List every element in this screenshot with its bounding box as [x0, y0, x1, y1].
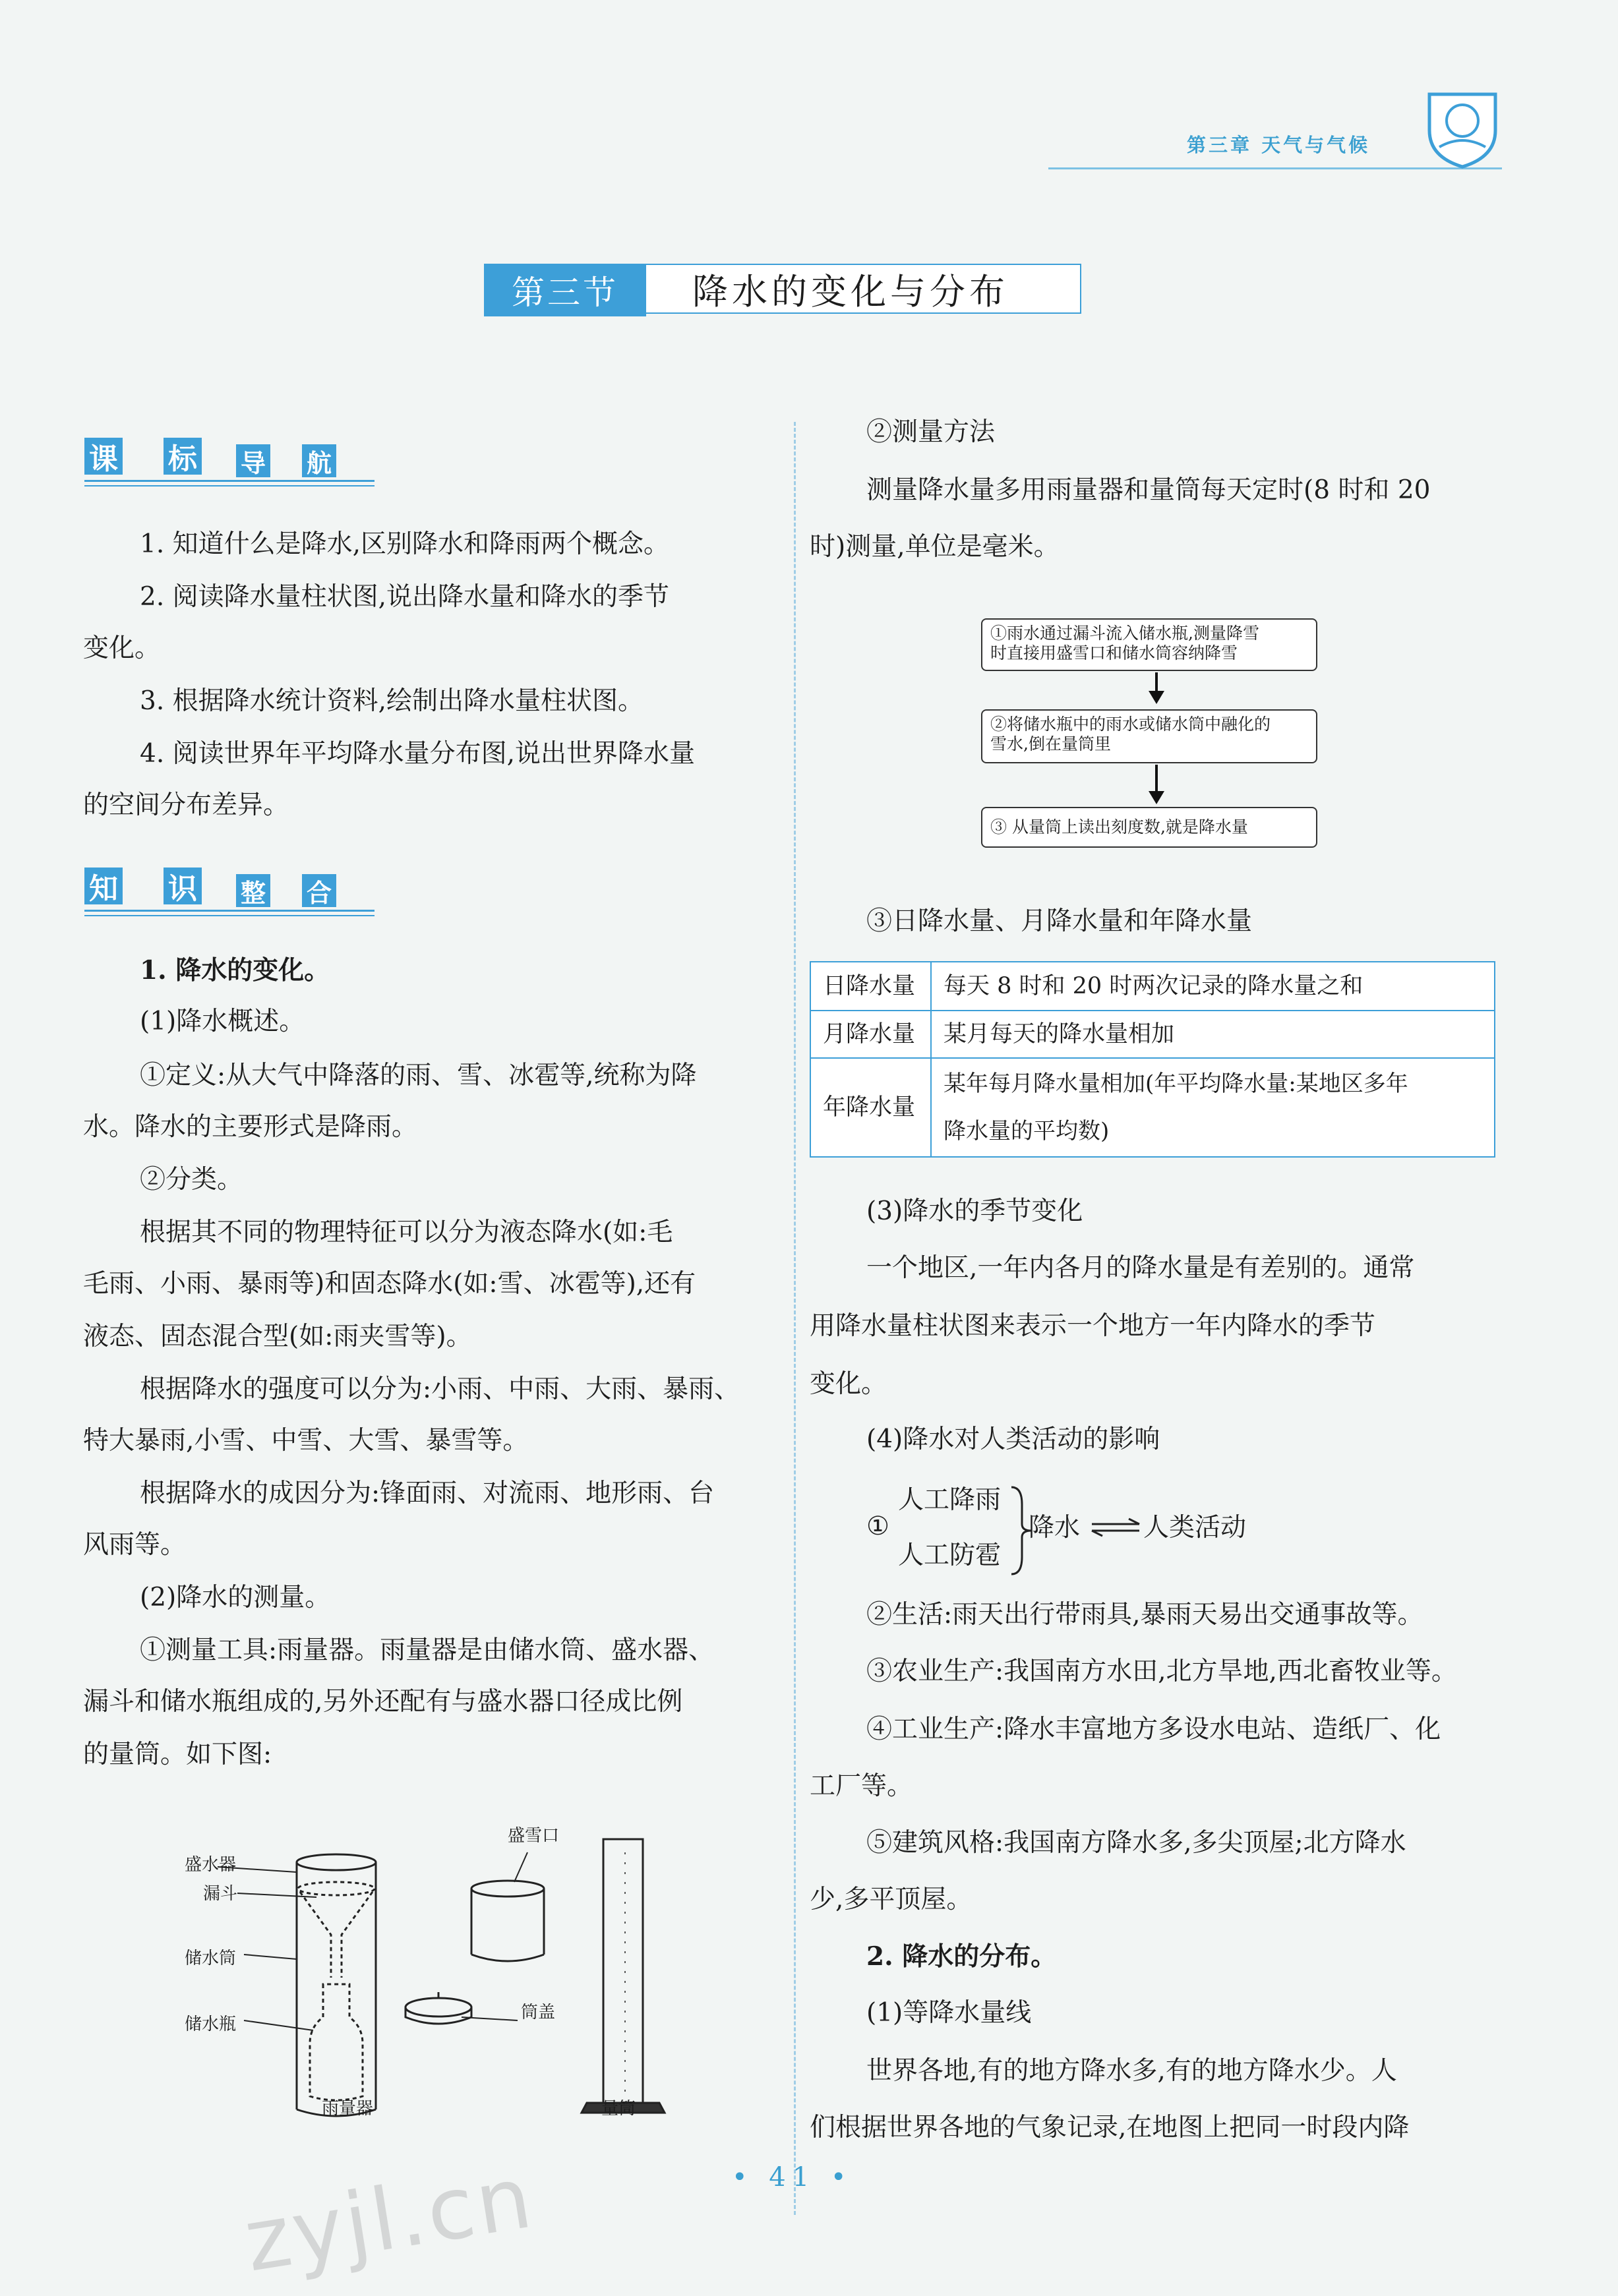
flow-step-2: [981, 709, 1317, 763]
table-row: [810, 1058, 1495, 1157]
text-cause-cont: 风雨等。: [83, 1530, 187, 1560]
table-row: [810, 1011, 1495, 1058]
text-intensity: 根据降水的强度可以分为:小雨、中雨、大雨、暴雨、: [140, 1374, 740, 1404]
flow-arrow-head: [1149, 791, 1164, 804]
banner-char: 课: [84, 438, 123, 475]
watermark: zyjl.cn: [237, 2146, 541, 2291]
text-cause: 根据降水的成因分为:锋面雨、对流雨、地形雨、台: [140, 1479, 715, 1508]
banner-char: 识: [164, 868, 202, 904]
text-classification: ②分类。: [140, 1165, 243, 1194]
flow-step-2-line1: ②将储水瓶中的雨水或储水筒中融化的: [990, 715, 1271, 734]
text-tool-cont: 漏斗和储水瓶组成的,另外还配有与盛水器口径成比例: [83, 1687, 683, 1717]
banner-char: 导: [236, 444, 270, 477]
table-cell-line1: 某年每月降水量相加(年平均降水量:某地区多年: [944, 1071, 1408, 1097]
banner-char: 知: [84, 868, 123, 904]
subheading-isohyet: (1)等降水量线: [866, 1998, 1032, 2028]
text-method: 测量降水量多用雨量器和量筒每天定时(8 时和 20: [866, 475, 1431, 505]
text-physical-cont: 毛雨、小雨、暴雨等)和固态降水(如:雪、冰雹等),还有: [83, 1269, 696, 1299]
text-physical-cont2: 液态、固态混合型(如:雨夹雪等)。: [83, 1322, 472, 1351]
label-measuring-cylinder: 量筒: [601, 2099, 636, 2119]
text-agriculture: ③农业生产:我国南方水田,北方旱地,西北畜牧业等。: [866, 1657, 1457, 1686]
table-cell-line2: 降水量的平均数): [944, 1118, 1110, 1144]
text-architecture-cont: 少,多平顶屋。: [810, 1885, 973, 1914]
text-seasonal-cont2: 变化。: [810, 1369, 887, 1399]
guide-item-3: 3. 根据降水统计资料,绘制出降水量柱状图。: [140, 686, 644, 716]
table-row: [810, 962, 1495, 1011]
table-cell: 某月每天的降水量相加: [931, 1011, 1495, 1058]
precip-table: [810, 961, 1495, 1158]
table-cell: [931, 1058, 1495, 1157]
subheading-method: ②测量方法: [866, 417, 996, 447]
measuring-cylinder-illustration: [582, 1839, 665, 2113]
influence-human-activity: 人类活动: [1143, 1513, 1247, 1543]
text-life: ②生活:雨天出行带雨具,暴雨天易出交通事故等。: [866, 1600, 1423, 1630]
banner-char: 航: [302, 444, 336, 477]
banner-curriculum-guide: [84, 438, 375, 484]
text-tool-cont2: 的量筒。如下图:: [83, 1740, 272, 1769]
text-method-cont: 时)测量,单位是毫米。: [810, 532, 1060, 562]
text-isohyet-cont: 们根据世界各地的气象记录,在地图上把同一时段内降: [810, 2113, 1410, 2142]
text-industry-cont: 工厂等。: [810, 1771, 913, 1801]
text-tool: ①测量工具:雨量器。雨量器是由储水筒、盛水器、: [140, 1635, 715, 1665]
heading-precip-change: 1. 降水的变化。: [140, 955, 330, 986]
rain-gauge-illustration: [218, 1854, 376, 2116]
text-seasonal: 一个地区,一年内各月的降水量是有差别的。通常: [866, 1253, 1415, 1283]
chapter-header: 第三章 天气与气候: [1187, 134, 1371, 156]
guide-item-2: 2. 阅读降水量柱状图,说出降水量和降水的季节: [140, 582, 670, 612]
text-definition-cont: 水。降水的主要形式是降雨。: [83, 1112, 418, 1142]
section-name: 降水的变化与分布: [646, 264, 1081, 314]
banner-char: 合: [302, 874, 336, 907]
flow-step-1: [981, 618, 1317, 671]
school-badge-icon: [1423, 84, 1502, 170]
label-rain-gauge: 雨量器: [322, 2099, 374, 2119]
influence-artificial-hail: 人工防雹: [898, 1541, 1002, 1570]
section-title: [484, 264, 1081, 316]
text-industry: ④工业生产:降水丰富地方多设水电站、造纸厂、化: [866, 1715, 1441, 1744]
influence-artificial-rain: 人工降雨: [898, 1485, 1002, 1515]
subheading-daily-monthly-annual: ③日降水量、月降水量和年降水量: [866, 906, 1253, 936]
flow-arrow-head: [1149, 691, 1164, 704]
guide-item-2-cont: 变化。: [83, 633, 161, 663]
banner-char: 整: [236, 874, 270, 907]
label-funnel: 漏斗: [203, 1884, 238, 1904]
label-snow-opening: 盛雪口: [508, 1826, 560, 1846]
influence-number: ①: [866, 1512, 889, 1541]
heading-distribution: 2. 降水的分布。: [866, 1941, 1057, 1972]
flow-step-1-line2: 时直接用盛雪口和储水筒容纳降雪: [990, 643, 1238, 662]
rain-gauge-figure: [178, 1819, 719, 2129]
table-cell-header: 年降水量: [810, 1058, 931, 1157]
flow-step-2-line2: 雪水,倒在量筒里: [990, 734, 1111, 753]
text-intensity-cont: 特大暴雨,小雪、中雪、大雪、暴雪等。: [83, 1426, 529, 1456]
snow-collector-illustration: [405, 1852, 544, 2024]
guide-item-4-cont: 的空间分布差异。: [83, 790, 289, 820]
banner-underline: [84, 480, 375, 482]
banner-underline: [84, 915, 375, 916]
flow-arrow: [1155, 672, 1158, 692]
flow-step-3: ③ 从量筒上读出刻度数,就是降水量: [981, 807, 1317, 848]
influence-precip: 降水: [1029, 1513, 1081, 1543]
reversible-arrow-icon: [1089, 1517, 1142, 1537]
banner-underline: [84, 910, 375, 912]
subheading-influence: (4)降水对人类活动的影响: [866, 1425, 1160, 1454]
column-divider: [794, 422, 796, 2215]
banner-char: 标: [164, 438, 202, 475]
banner-knowledge-integration: [84, 868, 375, 914]
flow-arrow: [1155, 765, 1158, 794]
page-number: • 41 •: [732, 2162, 853, 2193]
table-cell-header: 月降水量: [810, 1011, 931, 1058]
text-physical: 根据其不同的物理特征可以分为液态降水(如:毛: [140, 1218, 673, 1247]
subheading-measurement: (2)降水的测量。: [140, 1583, 331, 1612]
flow-step-1-line1: ①雨水通过漏斗流入储水瓶,测量降雪: [990, 624, 1259, 643]
subheading-seasonal: (3)降水的季节变化: [866, 1196, 1083, 1226]
label-cover: 筒盖: [521, 2003, 556, 2022]
label-storage-tube: 储水筒: [185, 1949, 237, 1968]
section-number: 第三节: [484, 264, 646, 316]
text-seasonal-cont: 用降水量柱状图来表示一个地方一年内降水的季节: [810, 1311, 1376, 1341]
label-water-collector: 盛水器: [185, 1855, 237, 1875]
table-cell-header: 日降水量: [810, 962, 931, 1011]
text-architecture: ⑤建筑风格:我国南方降水多,多尖顶屋;北方降水: [866, 1828, 1406, 1858]
text-isohyet: 世界各地,有的地方降水多,有的地方降水少。人: [866, 2056, 1397, 2086]
guide-item-4: 4. 阅读世界年平均降水量分布图,说出世界降水量: [140, 739, 696, 769]
banner-underline: [84, 485, 375, 486]
subheading-overview: (1)降水概述。: [140, 1007, 305, 1036]
text-definition: ①定义:从大气中降落的雨、雪、冰雹等,统称为降: [140, 1061, 697, 1090]
guide-item-1: 1. 知道什么是降水,区别降水和降雨两个概念。: [140, 529, 670, 559]
table-cell: 每天 8 时和 20 时两次记录的降水量之和: [931, 962, 1495, 1011]
label-storage-bottle: 储水瓶: [185, 2015, 237, 2034]
